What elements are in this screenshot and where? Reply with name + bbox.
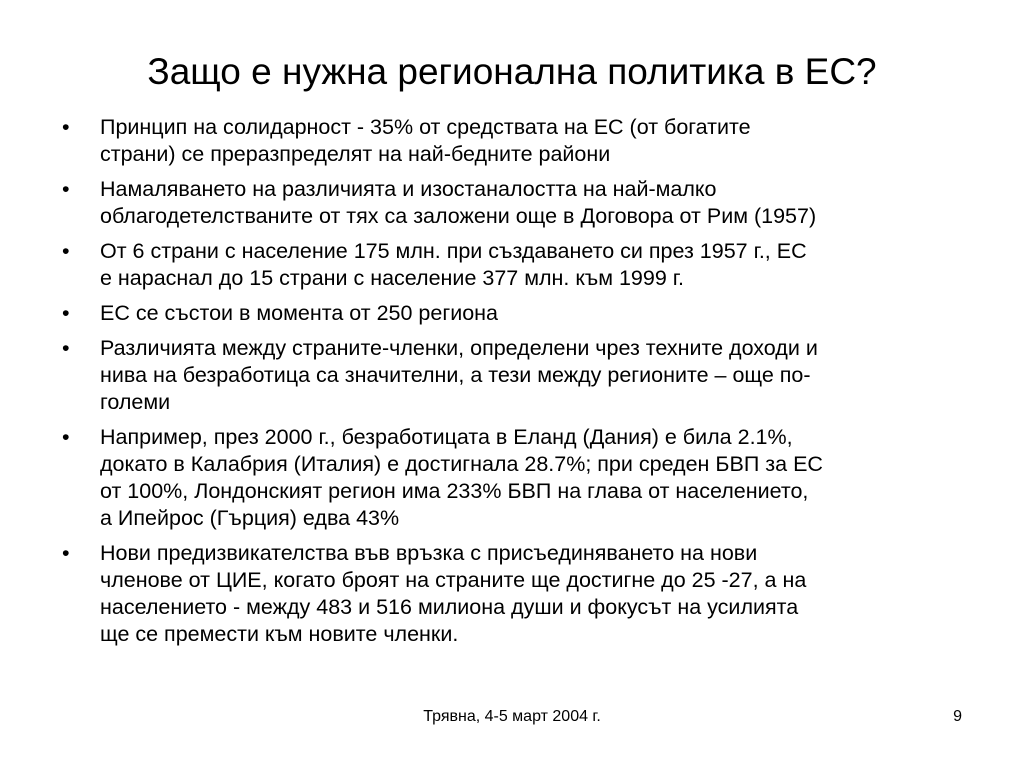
bullet-icon: • xyxy=(62,301,70,325)
bullet-item xyxy=(62,176,982,230)
bullet-text: Намаляването на различията и изостаналостта на най-малко облагодетелстваните от тях са заложени още в Договора от Рим (1957) xyxy=(100,177,817,228)
bullet-text: Различията между страните-членки, определени чрез техните доходи и нива на безработица са значителни, а тези между регионите – още по- големи xyxy=(100,336,818,414)
bullet-list xyxy=(62,114,982,656)
bullet-text: Принцип на солидарност - 35% от средствата на ЕС (от богатите страни) се преразпределят на най-бедните райони xyxy=(100,115,751,166)
bullet-item xyxy=(62,424,982,532)
bullet-text: Нови предизвикателства във връзка с присъединяването на нови членове от ЦИЕ, когато броят на страните ще достигне до 25 -27, а на населението - между 483 и 516 милиона души и фокусът на усилията ще се премести към новите членки. xyxy=(100,541,807,646)
bullet-icon: • xyxy=(62,239,70,263)
bullet-text: От 6 страни с население 175 млн. при създаването си през 1957 г., ЕС е нараснал до 15 страни с население 377 млн. към 1999 г. xyxy=(100,239,807,290)
bullet-text: Например, през 2000 г., безработицата в Еланд (Дания) е била 2.1%, докато в Калабрия (Италия) е достигнала 28.7%; при среден БВП за ЕС от 100%, Лондонският регион има 233% БВП на глава от населението, а Ипейрос (Гърция) едва 43% xyxy=(100,425,823,530)
slide-title: Защо е нужна регионална политика в ЕС? xyxy=(147,51,877,92)
bullet-item xyxy=(62,114,982,168)
bullet-icon: • xyxy=(62,115,70,139)
footer-location-date: Трявна, 4-5 март 2004 г. xyxy=(423,708,601,725)
bullet-item xyxy=(62,300,982,327)
bullet-item xyxy=(62,540,982,648)
bullet-icon: • xyxy=(62,177,70,201)
page-number: 9 xyxy=(953,708,962,725)
bullet-item xyxy=(62,335,982,416)
bullet-icon: • xyxy=(62,425,70,449)
bullet-text: ЕС се състои в момента от 250 региона xyxy=(100,301,498,325)
bullet-item xyxy=(62,238,982,292)
bullet-icon: • xyxy=(62,336,70,360)
bullet-icon: • xyxy=(62,541,70,565)
